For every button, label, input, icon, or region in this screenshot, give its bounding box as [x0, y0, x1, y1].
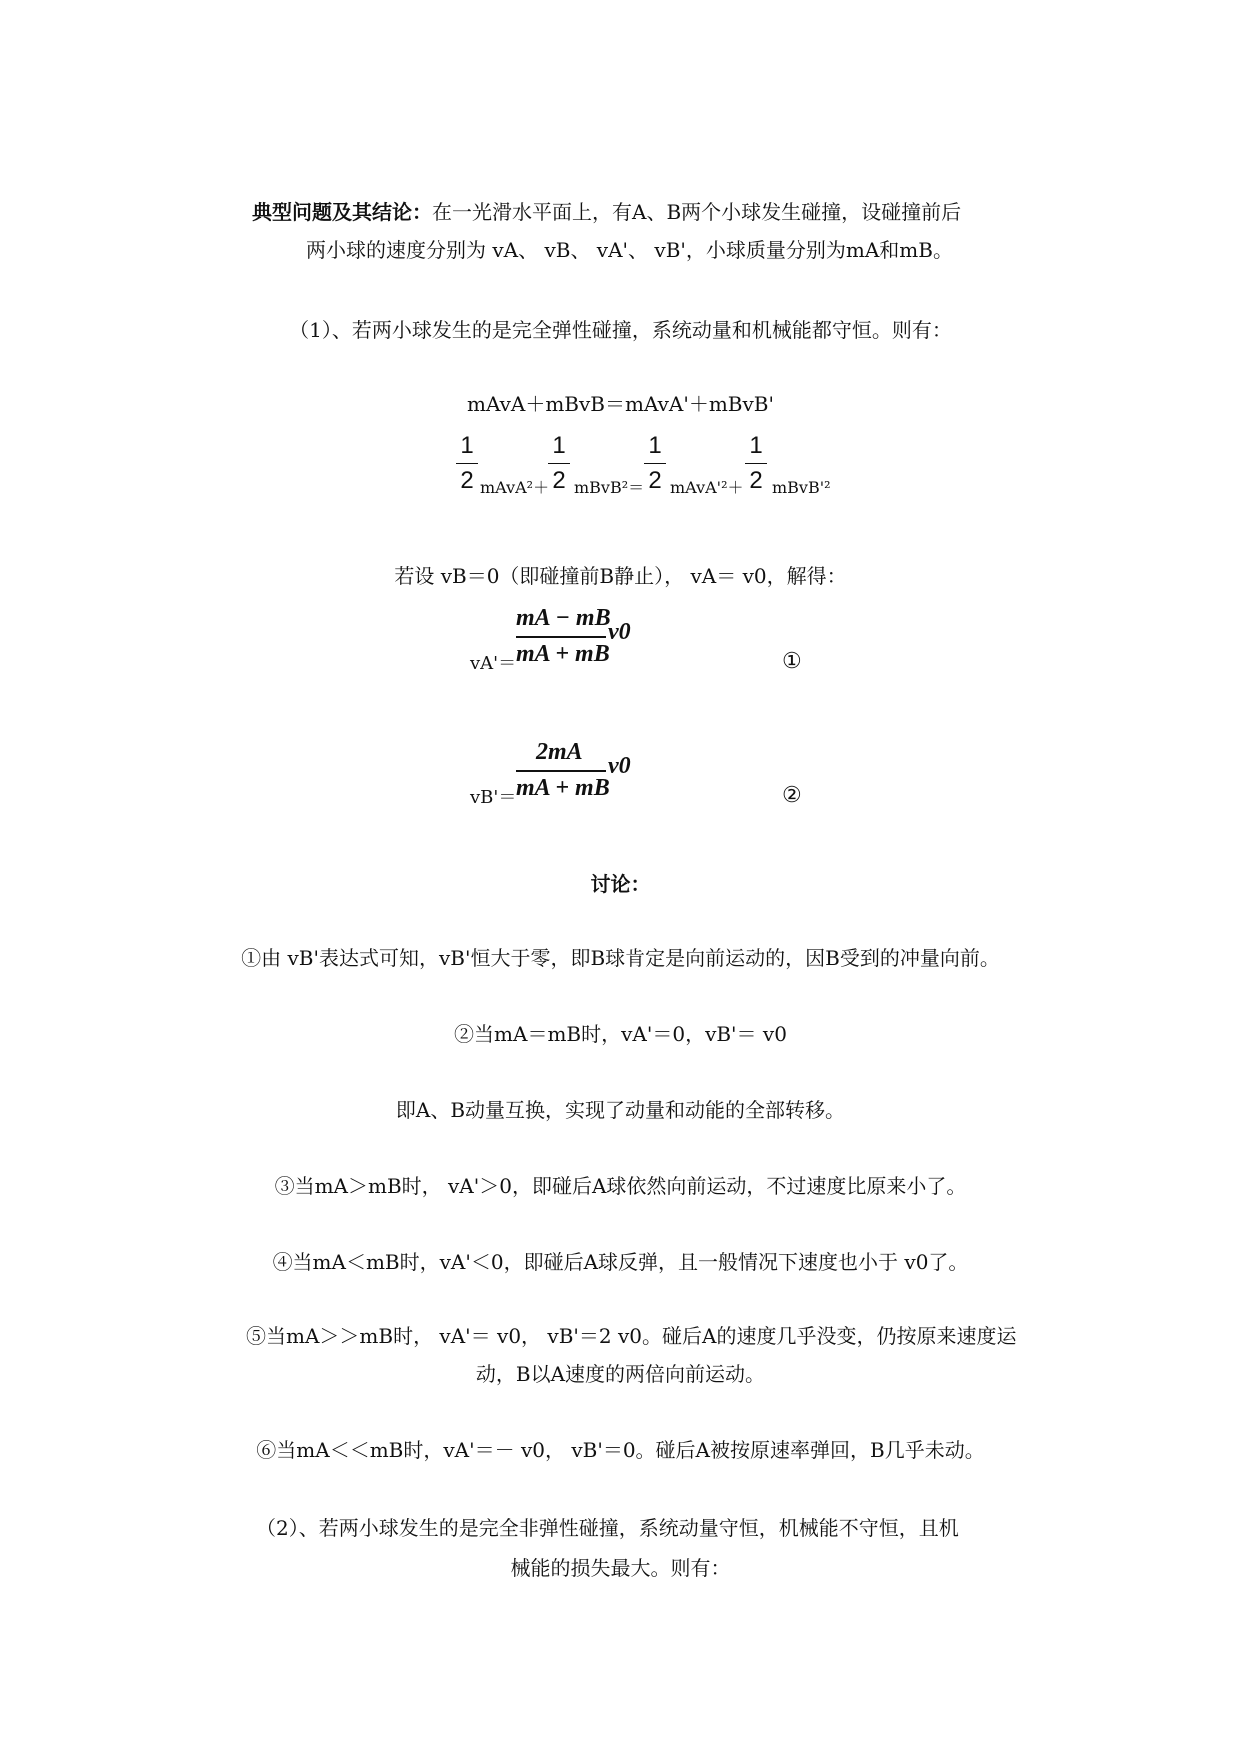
half-numerator: 1: [460, 432, 474, 459]
solution-2-lhs: vB'＝: [470, 787, 517, 808]
fraction-bar: [644, 463, 666, 464]
half-fraction: [456, 432, 478, 495]
solution-1-denominator: mA + mB: [516, 641, 610, 667]
case2-line-1: （2）、若两小球发生的是完全非弹性碰撞，系统动量守恒，机械能不守恒，且机: [256, 1516, 959, 1540]
half-numerator: 1: [552, 432, 566, 459]
energy-term-3: mAvA'²＋: [670, 478, 744, 497]
fraction-bar: [456, 463, 478, 464]
discussion-title: 讨论：: [590, 872, 651, 896]
intro-line-2: 两小球的速度分别为 vA、 vB、 vA'、 vB'，小球质量分别为mA和mB。: [306, 238, 953, 262]
energy-term-1: mAvA²＋: [480, 478, 550, 497]
equation-marker-2: ②: [782, 783, 802, 808]
intro-line-1: 在一光滑水平面上，有A、B两个小球发生碰撞，设碰撞前后: [432, 200, 962, 224]
half-denominator: 2: [749, 467, 763, 494]
solution-2-factor: v0: [608, 753, 631, 779]
momentum-equation: mAvA＋mBvB＝mAvA'＋mBvB': [467, 392, 774, 416]
equation-marker-1: ①: [782, 649, 802, 674]
solution-1-lhs: vA'＝: [470, 653, 517, 674]
discussion-item-2: ②当mA＝mB时，vA'＝0，vB'＝ v0: [454, 1022, 787, 1046]
half-numerator: 1: [749, 432, 763, 459]
discussion-item-1: ①由 vB'表达式可知，vB'恒大于零，即B球肯定是向前运动的，因B受到的冲量向前。: [241, 946, 1000, 970]
half-fraction: [745, 432, 767, 495]
half-denominator: 2: [552, 467, 566, 494]
solution-1-factor: v0: [608, 619, 631, 645]
solution-2-denominator: mA + mB: [516, 775, 610, 801]
discussion-item-5: ⑤当mA＞＞mB时， vA'＝ v0， vB'＝2 v0。碰后A的速度几乎没变，仍按原来速度运: [246, 1324, 1017, 1348]
intro-label: 典型问题及其结论：: [252, 200, 432, 224]
case2-line-2: 械能的损失最大。则有：: [510, 1556, 731, 1580]
discussion-item-5-cont: 动，B以A速度的两倍向前运动。: [475, 1362, 766, 1386]
fraction-bar: [745, 463, 767, 464]
solution-1-numerator: mA − mB: [516, 605, 611, 631]
half-fraction: [644, 432, 666, 495]
fraction-bar: [516, 770, 606, 772]
half-denominator: 2: [648, 467, 662, 494]
discussion-item-4: ④当mA＜mB时，vA'＜0，即碰后A球反弹，且一般情况下速度也小于 v0了。: [272, 1250, 969, 1274]
fraction-bar: [548, 463, 570, 464]
discussion-item-6: ⑥当mA＜＜mB时，vA'＝－ v0， vB'＝0。碰后A被按原速率弹回，B几乎未动。: [256, 1438, 985, 1462]
discussion-item-3: ③当mA＞mB时， vA'＞0，即碰后A球依然向前运动，不过速度比原来小了。: [274, 1174, 967, 1198]
fraction-bar: [516, 636, 606, 638]
assumption-line: 若设 vB＝0（即碰撞前B静止）， vA＝ v0，解得：: [394, 564, 847, 588]
energy-term-2: mBvB²＝: [574, 478, 645, 497]
energy-term-4: mBvB'²: [772, 478, 831, 497]
case1-heading: （1）、若两小球发生的是完全弹性碰撞，系统动量和机械能都守恒。则有：: [289, 318, 952, 342]
intro-paragraph: [252, 198, 961, 226]
half-denominator: 2: [460, 467, 474, 494]
discussion-item-2-note: 即A、B动量互换，实现了动量和动能的全部转移。: [395, 1098, 846, 1122]
half-fraction: [548, 432, 570, 495]
solution-2-numerator: 2mA: [536, 739, 583, 765]
half-numerator: 1: [648, 432, 662, 459]
